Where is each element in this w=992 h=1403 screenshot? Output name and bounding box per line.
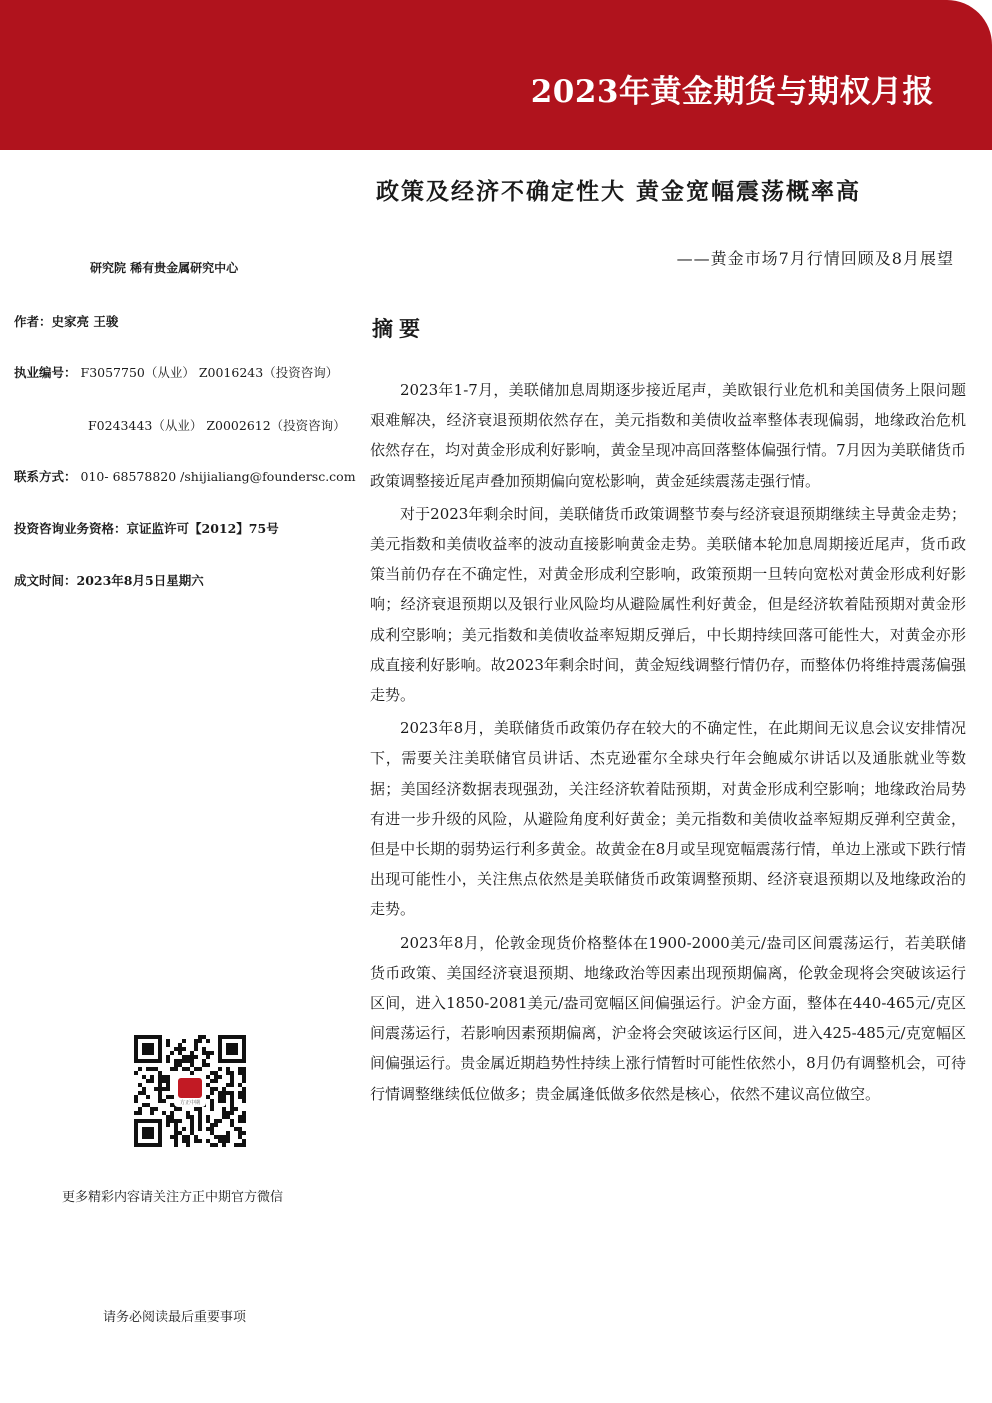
founder-logo-icon — [178, 1078, 202, 1098]
license-value-1: F3057750（从业） Z0016243（投资咨询） — [80, 365, 339, 380]
date-line — [14, 571, 204, 589]
qr-logo — [174, 1075, 206, 1107]
abstract-paragraph: 对于2023年剩余时间，美联储货币政策调整节奏与经济衰退预期继续主导黄金走势；美元指数和美债收益率的波动直接影响黄金走势。美联储本轮加息周期接近尾声，货币政策当前仍存在不确定性，对黄金形成利空影响，政策预期一旦转向宽松对黄金形成利好影响；经济衰退预期以及银行业风险均从避险属性利好黄金，但是经济软着陆预期对黄金形成利空影响；美元指数和美债收益率短期反弹后，中长期持续回落可能性大，对黄金亦形成直接利好影响。故2023年剩余时间，黄金短线调整行情仍存，而整体仍将维持震荡偏强走势。 — [370, 504, 966, 705]
license-line-1 — [14, 363, 338, 381]
contact-line — [14, 467, 356, 485]
author-line — [14, 312, 118, 330]
qualification-line — [14, 519, 279, 537]
wechat-qr-code — [134, 1035, 246, 1147]
header-banner — [0, 0, 992, 150]
report-title: 政策及经济不确定性大 黄金宽幅震荡概率高 — [376, 178, 862, 205]
license-line-2 — [88, 416, 346, 434]
qualification-label: 投资咨询业务资格： — [14, 521, 127, 536]
qualification-value: 京证监许可【2012】75号 — [126, 521, 279, 536]
qr-logo-text: 方正中期 — [179, 1100, 200, 1106]
abstract-paragraph: 2023年8月，美联储货币政策仍存在较大的不确定性，在此期间无议息会议安排情况下，需要关注美联储官员讲话、杰克逊霍尔全球央行年会鲍威尔讲话以及通胀就业等数据；美国经济数据表现强劲，关注经济软着陆预期，对黄金形成利空影响；地缘政治局势有进一步升级的风险，从避险角度利好黄金；美元指数和美债收益率短期反弹利空黄金，但是中长期的弱势运行利多黄金。故黄金在8月或呈现宽幅震荡行情，单边上涨或下跌行情出现可能性小，关注焦点依然是美联储货币政策调整预期、经济衰退预期以及地缘政治的走势。 — [370, 719, 966, 919]
author-value: 史家亮 王骏 — [51, 314, 119, 329]
license-label: 执业编号： — [14, 365, 77, 380]
date-value: 2023年8月5日星期六 — [76, 573, 204, 588]
qr-caption: 更多精彩内容请关注方正中期官方微信 — [62, 1190, 284, 1205]
author-label: 作者： — [14, 314, 52, 329]
report-subtitle: ——黄金市场7月行情回顾及8月展望 — [676, 249, 954, 268]
license-value-2: F0243443（从业） Z0002612（投资咨询） — [88, 418, 346, 433]
disclaimer-notice: 请务必阅读最后重要事项 — [103, 1310, 247, 1325]
date-label: 成文时间： — [14, 573, 77, 588]
abstract-body — [370, 375, 966, 1112]
report-series-title: 2023年黄金期货与期权月报 — [530, 74, 934, 110]
abstract-paragraph: 2023年8月，伦敦金现货价格整体在1900-2000美元/盎司区间震荡运行，若美联储货币政策、美国经济衰退预期、地缘政治等因素出现预期偏离，伦敦金现将会突破该运行区间，进入1850-2081美元/盎司宽幅区间偏强运行。沪金方面，整体在440-465元/克区间震荡运行，若影响因素预期偏离，沪金将会突破该运行区间，进入425-485元/克宽幅区间偏强运行。贵金属近期趋势性持续上涨行情暂时可能性依然小，8月仍有调整机会，可待行情调整继续低位做多；贵金属逢低做多依然是核心，依然不建议高位做空。 — [370, 933, 966, 1103]
institute-name: 研究院 稀有贵金属研究中心 — [90, 261, 239, 275]
contact-value: 010- 68578820 /shijialiang@foundersc.com — [80, 469, 356, 484]
abstract-heading: 摘要 — [372, 316, 426, 341]
contact-label: 联系方式： — [14, 469, 77, 484]
abstract-paragraph: 2023年1-7月，美联储加息周期逐步接近尾声，美欧银行业危机和美国债务上限问题艰难解决，经济衰退预期依然存在，美元指数和美债收益率整体表现偏弱，地缘政治危机依然存在，均对黄金形成利好影响，黄金呈现冲高回落整体偏强行情。7月因为美联储货币政策调整接近尾声叠加预期偏向宽松影响，黄金延续震荡走强行情。 — [370, 381, 966, 490]
